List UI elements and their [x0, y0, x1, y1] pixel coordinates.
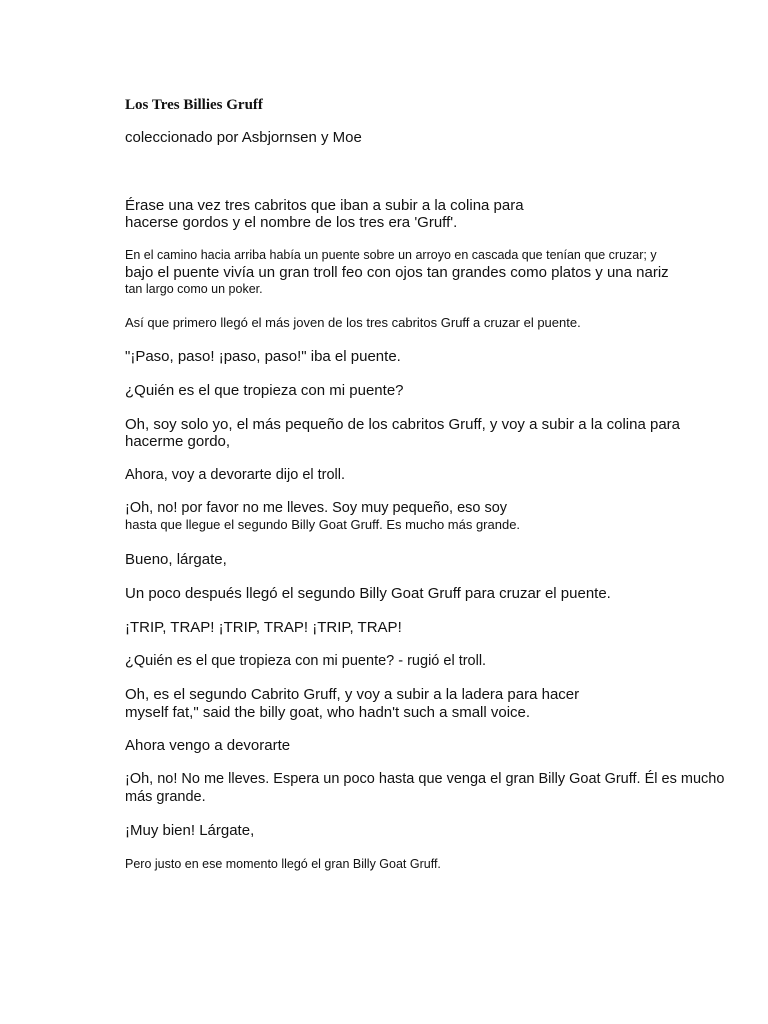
text-line: Bueno, lárgate,: [125, 551, 227, 568]
text-line: tan largo como un poker.: [125, 282, 263, 296]
document-byline: coleccionado por Asbjornsen y Moe: [125, 129, 362, 146]
text-line: ¿Quién es el que tropieza con mi puente? - rugió el troll.: [125, 653, 487, 669]
text-line: ¡Oh, no! No me lleves. Espera un poco hasta que venga el gran Billy Goat Gruff. Él es mucho: [125, 771, 725, 787]
document-title: Los Tres Billies Gruff: [125, 97, 263, 113]
text-line: hacerse gordos y el nombre de los tres era 'Gruff'.: [125, 214, 458, 231]
text-line: hasta que llegue el segundo Billy Goat Gruff. Es mucho más grande.: [125, 517, 521, 532]
text-line: myself fat," said the billy goat, who hadn't such a small voice.: [125, 704, 531, 721]
text-line: Ahora, voy a devorarte dijo el troll.: [125, 467, 346, 483]
text-line: Pero justo en ese momento llegó el gran Billy Goat Gruff.: [125, 857, 441, 871]
text-line: más grande.: [125, 789, 206, 805]
text-line: Oh, soy solo yo, el más pequeño de los cabritos Gruff, y voy a subir a la colina para: [125, 416, 681, 433]
text-line: ¡TRIP, TRAP! ¡TRIP, TRAP! ¡TRIP, TRAP!: [125, 619, 402, 636]
text-line: hacerme gordo,: [125, 433, 231, 450]
text-line: ¡Muy bien! Lárgate,: [125, 822, 255, 839]
text-line: ¿Quién es el que tropieza con mi puente?: [125, 382, 404, 399]
text-line: Un poco después llegó el segundo Billy Goat Gruff para cruzar el puente.: [125, 585, 611, 602]
text-line: Así que primero llegó el más joven de los tres cabritos Gruff a cruzar el puente.: [125, 315, 581, 330]
text-line: Érase una vez tres cabritos que iban a subir a la colina para: [125, 197, 524, 214]
text-line: "¡Paso, paso! ¡paso, paso!" iba el puente.: [125, 348, 401, 365]
text-line: Ahora vengo a devorarte: [125, 737, 291, 754]
text-line: Oh, es el segundo Cabrito Gruff, y voy a subir a la ladera para hacer: [125, 686, 580, 703]
text-line: En el camino hacia arriba había un puente sobre un arroyo en cascada que tenían que cruzar; y: [125, 248, 657, 262]
text-line: bajo el puente vivía un gran troll feo con ojos tan grandes como platos y una nariz: [125, 264, 669, 281]
text-line: ¡Oh, no! por favor no me lleves. Soy muy pequeño, eso soy: [125, 500, 508, 516]
